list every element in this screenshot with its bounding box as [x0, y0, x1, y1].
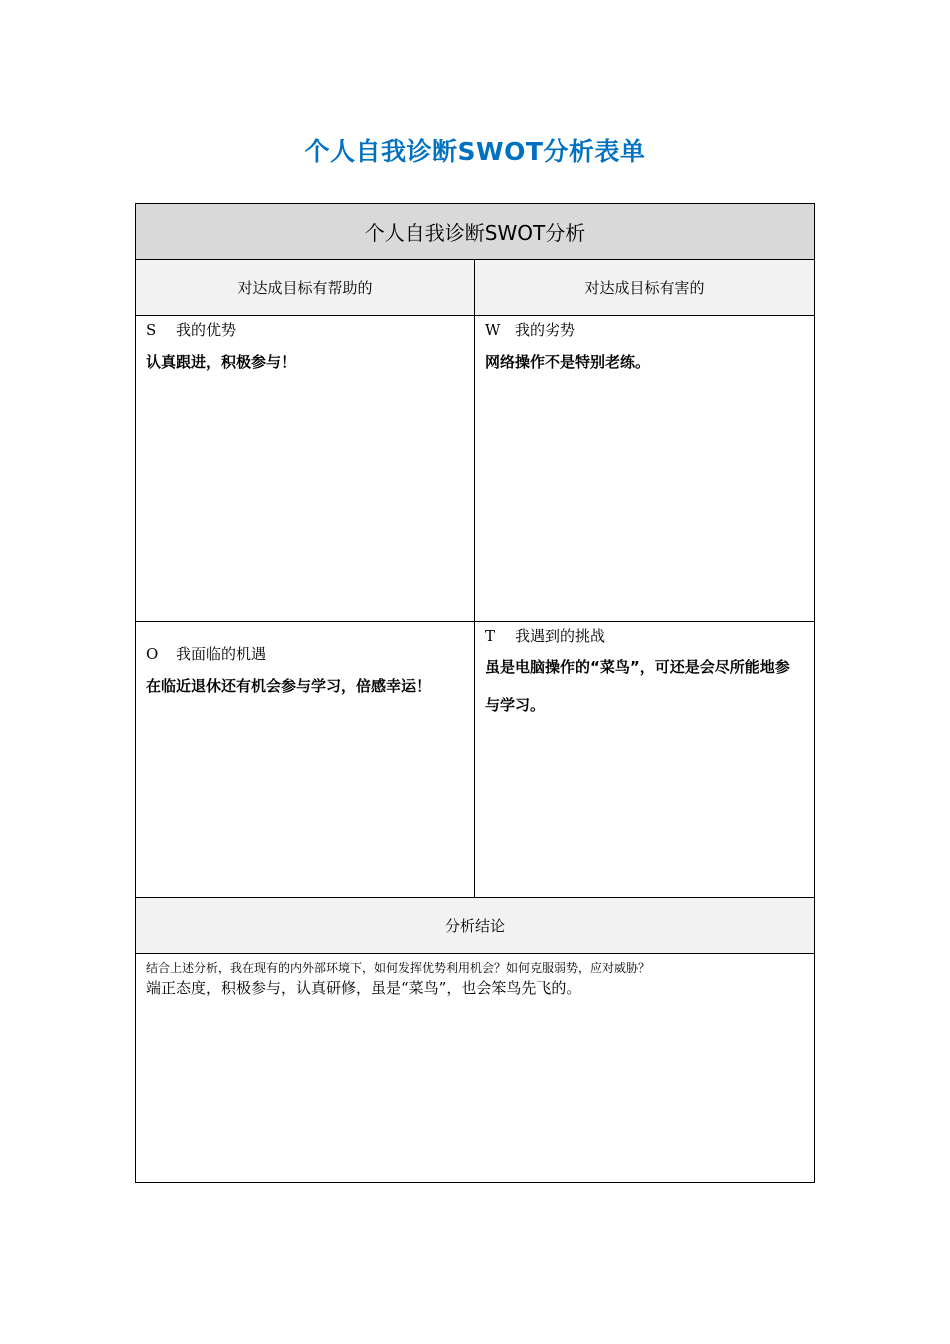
- weaknesses-content: 网络操作不是特别老练。: [485, 353, 651, 371]
- strengths-content: 认真跟进，积极参与！: [146, 353, 297, 371]
- threats-letter: T: [485, 627, 496, 645]
- strengths-letter: S: [146, 321, 157, 339]
- threats-cell: [475, 622, 814, 898]
- weaknesses-label: 我的劣势: [515, 321, 576, 339]
- weaknesses-cell: [475, 316, 814, 622]
- column-header-helpful: 对达成目标有帮助的: [136, 260, 475, 316]
- opportunities-letter: O: [146, 645, 159, 663]
- conclusion-cell: [136, 954, 814, 1182]
- swot-table: [135, 203, 815, 1183]
- conclusion-content: 端正态度，积极参与，认真研修，虽是“菜鸟”，也会笨鸟先飞的。: [146, 979, 582, 997]
- strengths-label: 我的优势: [176, 321, 237, 339]
- opportunities-cell: [136, 622, 475, 898]
- document-title: 个人自我诊断SWOT分析表单: [304, 137, 646, 166]
- weaknesses-letter: W: [485, 321, 501, 339]
- column-header-harmful: 对达成目标有害的: [475, 260, 814, 316]
- table-header: 个人自我诊断SWOT分析: [136, 204, 814, 260]
- threats-content: 虽是电脑操作的“菜鸟”，可还是会尽所能地参与学习。: [485, 658, 790, 714]
- threats-label: 我遇到的挑战: [515, 627, 606, 645]
- opportunities-label: 我面临的机遇: [176, 645, 267, 663]
- conclusion-header: 分析结论: [136, 898, 814, 954]
- opportunities-content: 在临近退休还有机会参与学习，倍感幸运！: [146, 677, 432, 695]
- conclusion-prompt: 结合上述分析，我在现有的内外部环境下，如何发挥优势利用机会？如何克服弱势，应对威胁？: [146, 961, 651, 975]
- strengths-cell: [136, 316, 475, 622]
